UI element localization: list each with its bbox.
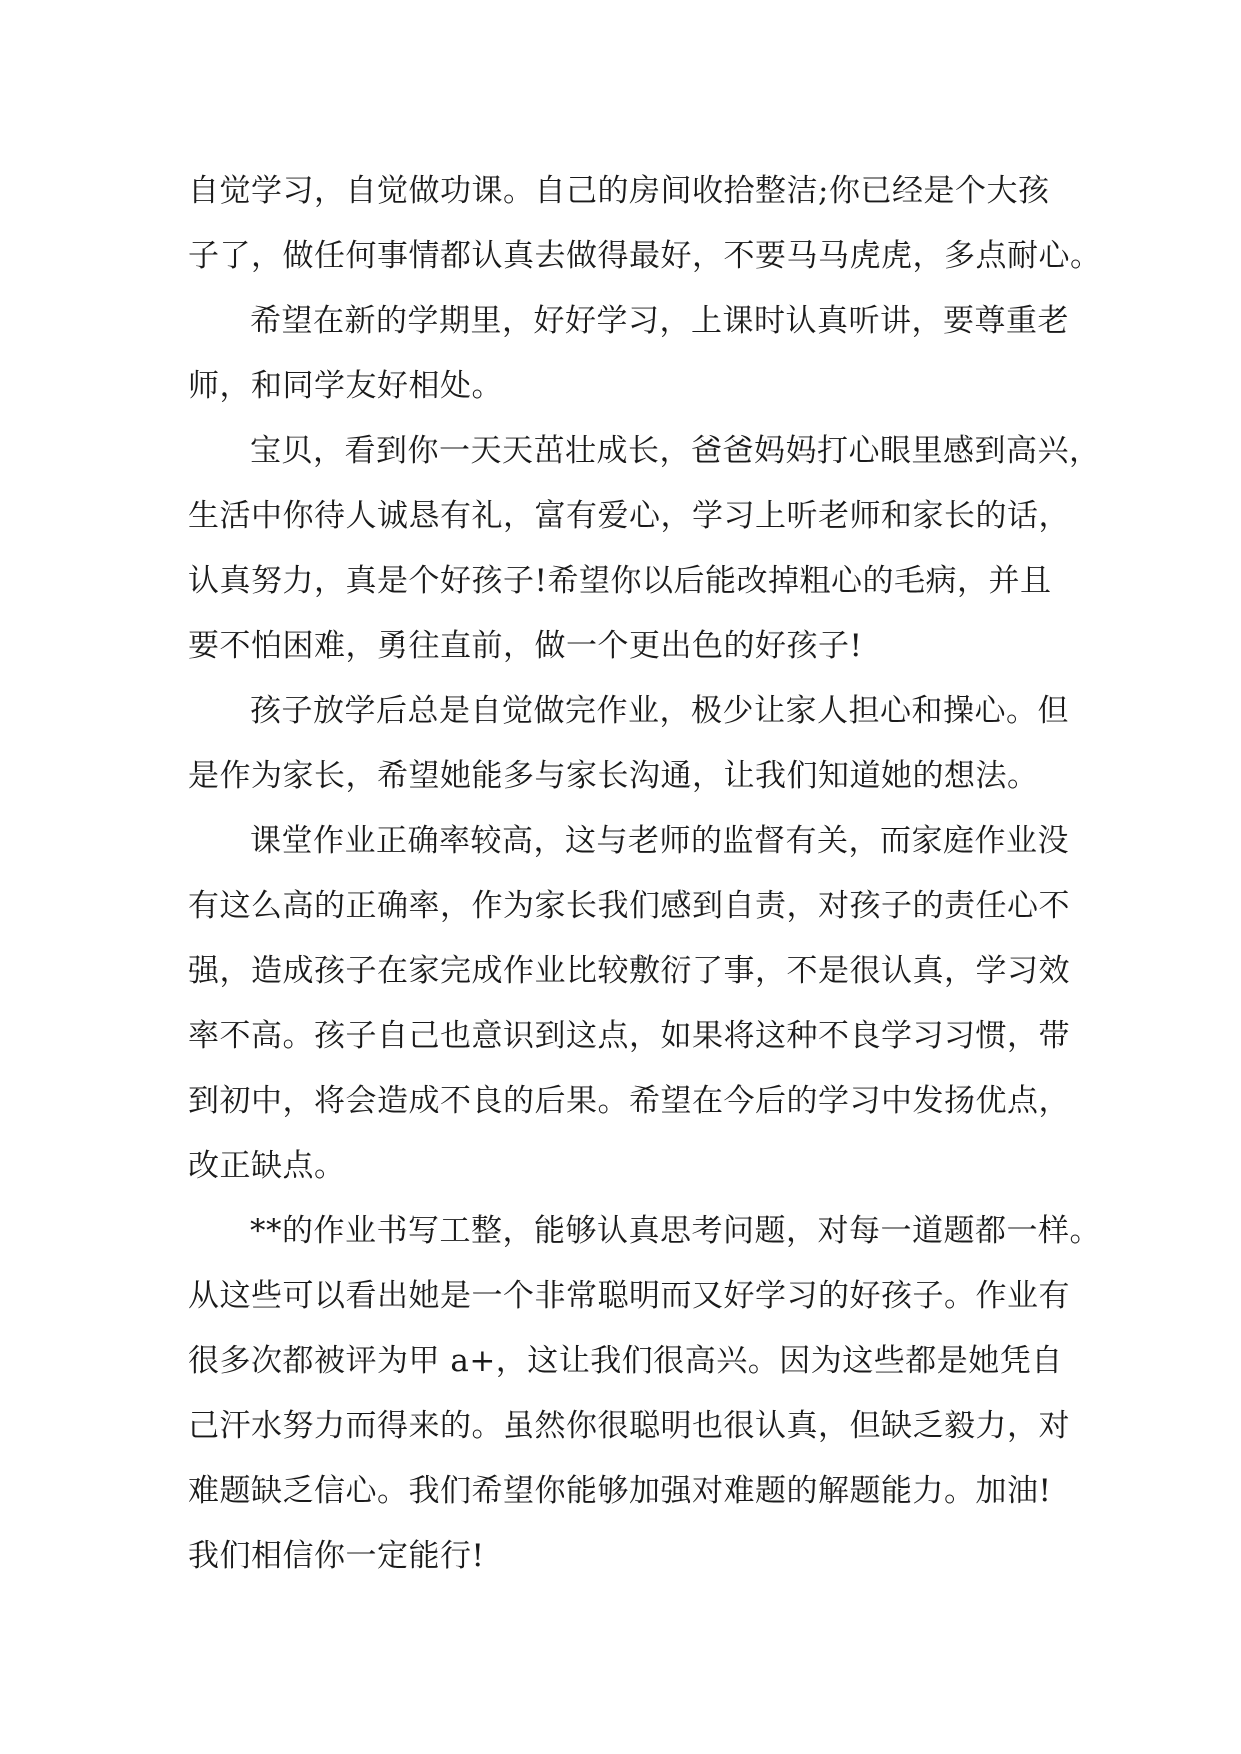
text-line: 从这些可以看出她是一个非常聪明而又好学习的好孩子。作业有 — [188, 1278, 1070, 1314]
text-line: 课堂作业正确率较高，这与老师的监督有关，而家庭作业没 — [250, 823, 1069, 859]
text-line: 率不高。孩子自己也意识到这点，如果将这种不良学习习惯，带 — [188, 1018, 1070, 1054]
document-body — [188, 159, 1102, 1589]
text-line: 我们相信你一定能行! — [188, 1538, 485, 1574]
text-line: 希望在新的学期里，好好学习，上课时认真听讲，要尊重老 — [250, 303, 1069, 339]
text-line: 有这么高的正确率，作为家长我们感到自责，对孩子的责任心不 — [188, 888, 1070, 924]
text-line: **的作业书写工整，能够认真思考问题，对每一道题都一样。 — [250, 1213, 1101, 1249]
text-line: 强，造成孩子在家完成作业比较敷衍了事，不是很认真，学习效 — [188, 953, 1070, 989]
text-line: 难题缺乏信心。我们希望你能够加强对难题的解题能力。加油! — [188, 1473, 1052, 1509]
text-line: 要不怕困难，勇往直前，做一个更出色的好孩子! — [188, 628, 863, 664]
text-line: 认真努力，真是个好孩子!希望你以后能改掉粗心的毛病，并且 — [188, 563, 1052, 599]
text-line: 己汗水努力而得来的。虽然你很聪明也很认真，但缺乏毅力，对 — [188, 1408, 1070, 1444]
text-line: 宝贝，看到你一天天茁壮成长，爸爸妈妈打心眼里感到高兴， — [250, 433, 1101, 469]
text-line: 生活中你待人诚恳有礼，富有爱心，学习上听老师和家长的话， — [188, 498, 1070, 534]
text-line: 自觉学习，自觉做功课。自己的房间收拾整洁;你已经是个大孩 — [188, 173, 1050, 209]
text-line: 孩子放学后总是自觉做完作业，极少让家人担心和操心。但 — [250, 693, 1069, 729]
text-line: 子了，做任何事情都认真去做得最好，不要马马虎虎，多点耐心。 — [188, 238, 1102, 274]
text-line: 改正缺点。 — [188, 1148, 346, 1184]
text-line: 到初中，将会造成不良的后果。希望在今后的学习中发扬优点， — [188, 1083, 1070, 1119]
text-line: 很多次都被评为甲 a+，这让我们很高兴。因为这些都是她凭自 — [188, 1343, 1063, 1379]
text-line: 师，和同学友好相处。 — [188, 368, 503, 404]
text-line: 是作为家长，希望她能多与家长沟通，让我们知道她的想法。 — [188, 758, 1039, 794]
